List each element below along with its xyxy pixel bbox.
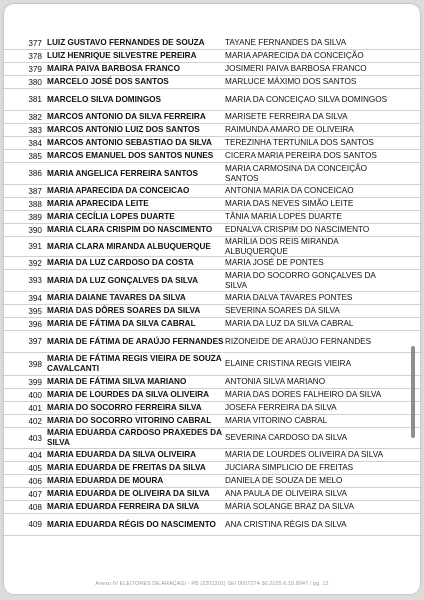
mother-name: MARIA CARMOSINA DA CONCEIÇÃO SANTOS [225,164,367,183]
list-row [4,163,420,185]
row-number: 391 [28,242,42,251]
row-number: 408 [28,502,42,512]
row-number: 395 [28,306,42,316]
voter-name: MARIA DE FÁTIMA DE ARAÚJO FERNANDES [47,336,224,346]
voter-name: MARIA CLARA CRISPIM DO NASCIMENTO [47,225,213,234]
row-number: 390 [28,225,42,235]
list-row [4,318,420,331]
list-row [4,198,420,211]
mother-name: CICERA MARIA PEREIRA DOS SANTOS [225,151,377,161]
row-number: 405 [28,463,42,473]
mother-name: MARIA JOSÉ DE PONTES [225,258,324,268]
row-number: 377 [28,38,42,48]
voter-name: MARIA EDUARDA DA SILVA OLIVEIRA [47,450,197,459]
list-row [4,270,420,292]
list-row [4,389,420,402]
page-footer: Anexo IV ELEITORES DE ARAÇAGI - PB (2201201) SEI 0007274-30.2025.6.15.8047 / pg. 12 [95,581,329,587]
mother-name: DANIELA DE SOUZA DE MELO [225,476,343,486]
row-number: 400 [28,390,42,400]
list-row [4,63,420,76]
list-row [4,257,420,270]
row-number: 378 [28,51,42,61]
list-row [4,449,420,462]
row-number: 403 [28,433,42,443]
row-number: 406 [28,476,42,486]
list-row [4,428,420,449]
voter-name: MARIA CECÍLIA LOPES DUARTE [47,212,175,221]
voter-name: MARIA APARECIDA LEITE [47,199,149,208]
row-number: 401 [28,403,42,413]
voter-name: MARCOS ANTONIO LUIZ DOS SANTOS [47,125,200,134]
row-number: 407 [28,489,42,499]
list-row [4,185,420,198]
voter-name: MARIA EDUARDA CARDOSO PRAXEDES DA SILVA [47,428,222,447]
list-row [4,514,420,536]
voter-name: MARIA CLARA MIRANDA ALBUQUERQUE [47,241,211,251]
voter-name: MARIA DAIANE TAVARES DA SILVA [47,293,186,302]
row-number: 382 [28,112,42,122]
mother-name: MARÍLIA DOS REIS MIRANDA ALBUQUERQUE [225,237,339,256]
mother-name: JOSEFA FERREIRA DA SILVA [225,403,337,413]
voter-name: MARIA DO SOCORRO VITORINO CABRAL [47,416,212,425]
mother-name: RIZONEIDE DE ARAÚJO FERNANDES [225,336,372,346]
voter-name: MARCELO JOSÉ DOS SANTOS [47,77,169,86]
list-row [4,501,420,514]
list-row [4,353,420,376]
list-row [4,211,420,224]
mother-name: MARIA VITORINO CABRAL [225,416,328,426]
row-number: 386 [28,169,42,178]
voter-list [4,37,420,536]
row-number: 402 [28,416,42,426]
voter-name: MARIA DE LOURDES DA SILVA OLIVEIRA [47,390,210,399]
scrollbar-thumb[interactable] [411,346,415,438]
voter-name: MARIA EDUARDA FERREIRA DA SILVA [47,502,200,511]
list-row [4,415,420,428]
mother-name: MARIA DAS NEVES SIMÃO LEITE [225,199,354,209]
mother-name: ANTONIA MARIA DA CONCEICAO [225,186,354,196]
list-row [4,305,420,318]
mother-name: TEREZINHA TERTUNILA DOS SANTOS [225,138,374,148]
row-number: 384 [28,138,42,148]
mother-name: SEVERINA CARDOSO DA SILVA [225,433,348,443]
voter-name: MARIA ANGELICA FERREIRA SANTOS [47,168,199,178]
row-number: 409 [28,520,42,529]
document-page [4,4,420,594]
mother-name: MARIA DA LUZ DA SILVA CABRAL [225,319,354,329]
mother-name: ANA PAULA DE OLIVEIRA SILVA [225,489,347,499]
voter-name: MARIA EDUARDA DE MOURA [47,476,164,485]
list-row [4,331,420,353]
row-number: 385 [28,151,42,161]
mother-name: MARIA APARECIDA DA CONCEIÇÃO [225,51,364,61]
voter-name: MARIA APARECIDA DA CONCEICAO [47,186,190,195]
voter-name: MARIA EDUARDA RÉGIS DO NASCIMENTO [47,519,216,529]
row-number: 383 [28,125,42,135]
list-row [4,76,420,89]
mother-name: MARIA DALVA TAVARES PONTES [225,293,353,303]
voter-name: MARCOS ANTONIO DA SILVA FERREIRA [47,112,206,121]
voter-name: MARIA EDUARDA DE FREITAS DA SILVA [47,463,206,472]
row-number: 389 [28,212,42,222]
mother-name: TAYANE FERNANDES DA SILVA [225,38,347,48]
list-row [4,124,420,137]
list-row [4,488,420,501]
list-row [4,462,420,475]
list-row [4,292,420,305]
list-row [4,37,420,50]
row-number: 404 [28,450,42,460]
row-number: 396 [28,319,42,329]
voter-name: MARIA DE FÁTIMA REGIS VIEIRA DE SOUZA CAVALCANTI [47,354,222,373]
list-row [4,237,420,257]
mother-name: MARIA DA CONCEIÇAO SILVA DOMINGOS [225,94,388,104]
mother-name: MARLUCE MÁXIMO DOS SANTOS [225,77,357,87]
mother-name: EDNALVA CRISPIM DO NASCIMENTO [225,225,370,235]
voter-name: MARIA DA LUZ CARDOSO DA COSTA [47,258,194,267]
voter-name: LUIZ HENRIQUE SILVESTRE PEREIRA [47,51,197,60]
voter-name: MARIA DA LUZ GONÇALVES DA SILVA [47,275,199,285]
mother-name: MARIA SOLANGE BRAZ DA SILVA [225,502,354,512]
row-number: 388 [28,199,42,209]
voter-name: MARCOS EMANUEL DOS SANTOS NUNES [47,151,214,160]
list-row [4,150,420,163]
voter-name: MARCELO SILVA DOMINGOS [47,94,162,104]
voter-name: MARCOS ANTONIO SEBASTIAO DA SILVA [47,138,212,147]
list-row [4,402,420,415]
mother-name: SEVERINA SOARES DA SILVA [225,306,340,316]
row-number: 380 [28,77,42,87]
mother-name: MARIA DO SOCORRO GONÇALVES DA SILVA [225,271,376,290]
list-row [4,89,420,111]
mother-name: ANA CRISTINA RÉGIS DA SILVA [225,519,347,529]
voter-name: MARIA DE FÁTIMA SILVA MARIANO [47,377,187,386]
mother-name: MARISETE FERREIRA DA SILVA [225,112,348,122]
row-number: 398 [28,359,42,369]
list-row [4,50,420,63]
voter-name: MAIRA PAIVA BARBOSA FRANCO [47,64,180,73]
row-number: 397 [28,337,42,346]
voter-name: LUIZ GUSTAVO FERNANDES DE SOUZA [47,38,205,47]
row-number: 392 [28,258,42,268]
voter-name: MARIA DAS DÔRES SOARES DA SILVA [47,306,201,315]
voter-name: MARIA EDUARDA DE OLIVEIRA DA SILVA [47,489,210,498]
list-row [4,111,420,124]
mother-name: MARIA DE LOURDES OLIVEIRA DA SILVA [225,450,384,460]
voter-name: MARIA DO SOCORRO FERREIRA SILVA [47,403,202,412]
list-row [4,376,420,389]
mother-name: TÂNIA MARIA LOPES DUARTE [225,212,342,222]
mother-name: ANTONIA SILVA MARIANO [225,377,326,387]
row-number: 379 [28,64,42,74]
mother-name: RAIMUNDA AMARO DE OLIVEIRA [225,125,354,135]
list-row [4,137,420,150]
row-number: 381 [28,95,42,104]
row-number: 387 [28,186,42,196]
mother-name: JUCIARA SIMPLICIO DE FREITAS [225,463,354,473]
mother-name: MARIA DAS DORES FALHEIRO DA SILVA [225,390,382,400]
row-number: 393 [28,276,42,285]
list-row [4,475,420,488]
row-number: 399 [28,377,42,387]
mother-name: JOSIMERI PAIVA BARBOSA FRANCO [225,64,367,74]
mother-name: ELAINE CRISTINA REGIS VIEIRA [225,359,352,369]
list-row [4,224,420,237]
voter-name: MARIA DE FÁTIMA DA SILVA CABRAL [47,319,196,328]
row-number: 394 [28,293,42,303]
